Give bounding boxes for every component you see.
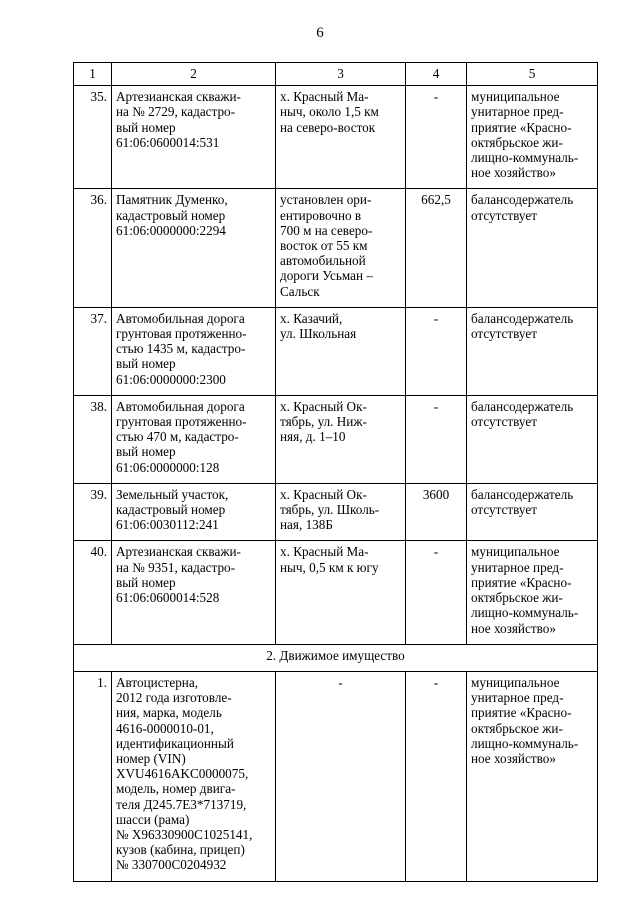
property-location: х. Красный Ма- ныч, 0,5 км к югу <box>276 541 406 644</box>
property-name: Памятник Думенко, кадастровый номер 61:06:0000000:2294 <box>112 189 276 307</box>
section-title: 2. Движимое имущество <box>74 644 598 671</box>
row-number: 37. <box>74 307 112 395</box>
table-row <box>74 395 598 483</box>
property-holder: балансодержатель отсутствует <box>467 483 598 541</box>
row-number: 1. <box>74 671 112 881</box>
property-location: х. Казачий, ул. Школьная <box>276 307 406 395</box>
property-name: Артезианская скважи- на № 9351, кадастро- вый номер 61:06:0600014:528 <box>112 541 276 644</box>
table-row <box>74 189 598 307</box>
row-number: 39. <box>74 483 112 541</box>
page-number: 6 <box>316 25 324 41</box>
property-name: Автоцистерна, 2012 года изготовле- ния, марка, модель 4616-0000010-01, идентификационный номер (VIN) XVU4616AKC0000075, модель, номер двига- теля Д245.7Е3*713719, шасси (рама) № X96330900C1025141, кузов (кабина, прицеп) № 330700C0204932 <box>112 671 276 881</box>
property-location: - <box>276 671 406 881</box>
row-number: 36. <box>74 189 112 307</box>
property-name: Автомобильная дорога грунтовая протяженно- стью 1435 м, кадастро- вый номер 61:06:0000000:2300 <box>112 307 276 395</box>
property-value: - <box>406 395 467 483</box>
table-row <box>74 307 598 395</box>
header-col-5: 5 <box>467 63 598 86</box>
property-name: Земельный участок, кадастровый номер 61:06:0030112:241 <box>112 483 276 541</box>
table-row <box>74 541 598 644</box>
section-row <box>74 644 598 671</box>
row-number: 38. <box>74 395 112 483</box>
property-value: - <box>406 541 467 644</box>
property-holder: муниципальное унитарное пред- приятие «Красно- октябрьское жи- лищно-коммуналь- ное хозяйство» <box>467 671 598 881</box>
property-value: - <box>406 671 467 881</box>
header-col-2: 2 <box>112 63 276 86</box>
header-col-1: 1 <box>74 63 112 86</box>
property-registry-table <box>73 62 598 882</box>
property-holder: балансодержатель отсутствует <box>467 395 598 483</box>
property-value: 662,5 <box>406 189 467 307</box>
table-row <box>74 86 598 189</box>
header-col-3: 3 <box>276 63 406 86</box>
property-value: - <box>406 307 467 395</box>
property-location: х. Красный Ок- тябрь, ул. Ниж- няя, д. 1–10 <box>276 395 406 483</box>
property-location: х. Красный Ма- ныч, около 1,5 км на северо-восток <box>276 86 406 189</box>
property-holder: балансодержатель отсутствует <box>467 307 598 395</box>
table-row <box>74 671 598 881</box>
property-value: - <box>406 86 467 189</box>
header-col-4: 4 <box>406 63 467 86</box>
property-holder: муниципальное унитарное пред- приятие «Красно- октябрьское жи- лищно-коммуналь- ное хозяйство» <box>467 541 598 644</box>
property-value: 3600 <box>406 483 467 541</box>
table-row <box>74 483 598 541</box>
property-holder: балансодержатель отсутствует <box>467 189 598 307</box>
property-location: х. Красный Ок- тябрь, ул. Школь- ная, 138Б <box>276 483 406 541</box>
property-name: Автомобильная дорога грунтовая протяженно- стью 470 м, кадастро- вый номер 61:06:0000000:128 <box>112 395 276 483</box>
property-location: установлен ори- ентировочно в 700 м на северо- восток от 55 км автомобильной дороги Усьман – Сальск <box>276 189 406 307</box>
row-number: 40. <box>74 541 112 644</box>
row-number: 35. <box>74 86 112 189</box>
header-row <box>74 63 598 86</box>
property-holder: муниципальное унитарное пред- приятие «Красно- октябрьское жи- лищно-коммуналь- ное хозяйство» <box>467 86 598 189</box>
property-name: Артезианская скважи- на № 2729, кадастро- вый номер 61:06:0600014:531 <box>112 86 276 189</box>
